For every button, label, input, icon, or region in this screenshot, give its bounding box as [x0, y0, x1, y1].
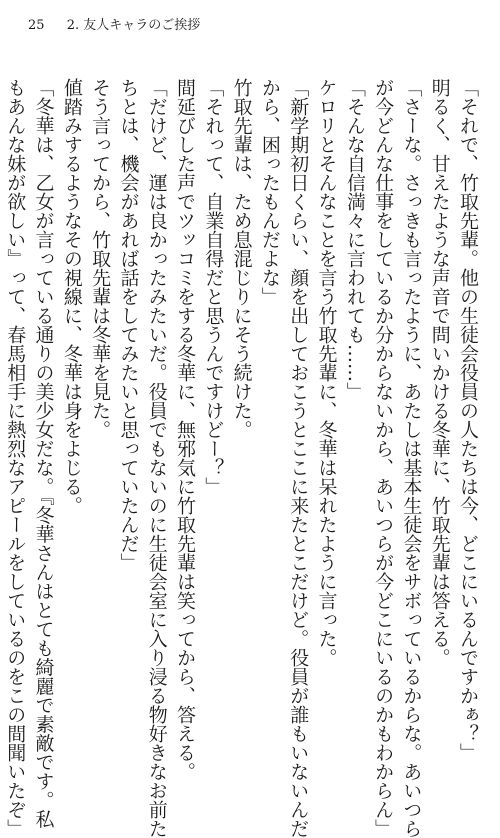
page-number: 25	[28, 18, 45, 33]
text-line: が今どんな仕事をしているか分からないから、あいつらが今どこにいるのかもわからん」	[372, 78, 395, 838]
text-line: 「それで、竹取先輩。他の生徒会役員の人たちは今、どこにいるんですかぁ？」	[457, 78, 479, 762]
text-line: 竹取先輩は、ため息混じりにそう続けた。	[230, 78, 253, 439]
text-line: 「だけど、運は良かったみたいだ。役員でもないのに生徒会室に入り浸る物好きなお前た	[145, 78, 168, 838]
running-head	[28, 14, 200, 33]
text-line: 「そんな自信満々に言われても……」	[343, 78, 366, 401]
text-line: 「新学期初日くらい、顔を出しておこうとここに来たとこだけど。役員が誰もいないんだ	[287, 78, 310, 838]
text-line: 値踏みするようなその視線に、冬華は身をよじる。	[60, 78, 83, 515]
text-line: ケロリとそんなことを言う竹取先輩に、冬華は呆れたように言った。	[315, 78, 338, 667]
vertical-text-body	[4, 78, 482, 838]
text-line: 明るく、甘えたような声音で問いかける冬華に、竹取先輩は答える。	[428, 78, 451, 667]
text-line: もあんな妹が欲しい』って、春馬相手に熱烈なアピールをしているのをこの間聞いたぞ」	[4, 78, 27, 838]
chapter-title: 2. 友人キャラのご挨拶	[66, 18, 201, 33]
text-line: ちとは、機会があれば話をしてみたいと思っていたんだ」	[117, 78, 140, 572]
text-line: から、困ったもんだよな」	[258, 78, 281, 306]
text-line: そう言ってから、竹取先輩は冬華を見た。	[89, 78, 112, 439]
text-line: 「それって、自業自得だと思うんですけどー？」	[202, 78, 225, 496]
text-line: 間延びした声でツッコミをする冬華に、無邪気に竹取先輩は笑ってから、答える。	[174, 78, 197, 781]
text-line: 「さーな。さっきも言ったように、あたしは基本生徒会をサボっているからな。あいつら	[400, 78, 423, 838]
text-line: 「冬華は、乙女が言っている通りの美少女だな。『冬華さんはとても綺麗で素敵です。私	[32, 78, 55, 829]
